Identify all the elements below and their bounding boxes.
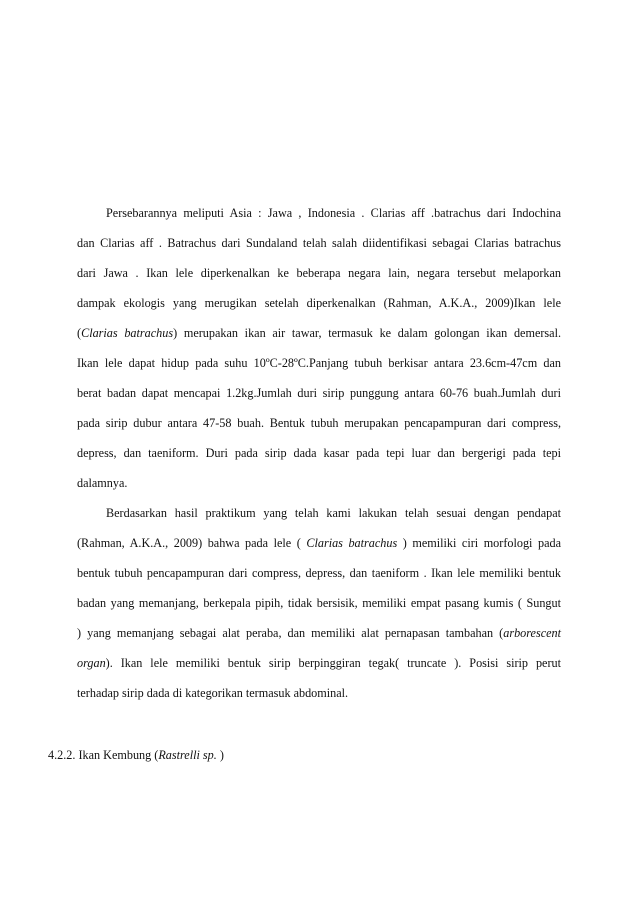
paragraph1-line3: dari Jawa . Ikan lele diperkenalkan ke beberapa negara lain, negara tersebut melaporkan <box>77 266 561 280</box>
text-run: ). Ikan lele memiliki bentuk sirip berpinggiran tegak( truncate ). Posisi sirip perut <box>105 656 561 670</box>
paragraph2-line1: Berdasarkan hasil praktikum yang telah kami lakukan telah sesuai dengan pendapat <box>106 506 561 520</box>
paragraph1-line10: dalamnya. <box>77 476 128 490</box>
text-run: ) yang memanjang sebagai alat peraba, dan memiliki alat pernapasan tambahan ( <box>77 626 504 640</box>
text-run: ( <box>77 326 82 340</box>
paragraph1-line7: berat badan dapat mencapai 1.2kg.Jumlah duri sirip punggung antara 60-76 buah.Jumlah duri <box>77 386 561 400</box>
text-run: (Rahman, A.K.A., 2009) bahwa pada lele ( <box>77 536 301 550</box>
paragraph2-line7: terhadap sirip dada di kategorikan termasuk abdominal. <box>77 686 349 700</box>
scientific-name: Rastrelli sp. <box>158 748 217 762</box>
text-run: ) merupakan ikan air tawar, termasuk ke dalam golongan ikan demersal. <box>173 326 562 340</box>
paragraph1-line2: dan Clarias aff . Batrachus dari Sundaland telah salah diidentifikasi sebagai Clarias batrachus <box>77 236 561 250</box>
section-heading <box>48 748 224 763</box>
paragraph2-line5 <box>77 626 561 641</box>
paragraph2-line2 <box>77 536 561 551</box>
section-number-title: 4.2.2. Ikan Kembung ( <box>48 748 159 762</box>
italic-term: arborescent <box>503 626 561 640</box>
paragraph1-line6: Ikan lele dapat hidup pada suhu 10ºC-28ºC.Panjang tubuh berkisar antara 23.6cm-47cm dan <box>77 356 561 370</box>
section-close: ) <box>219 748 224 762</box>
paragraph1-line5 <box>77 326 561 341</box>
scientific-name: Clarias batrachus <box>81 326 174 340</box>
paragraph1-line4: dampak ekologis yang merugikan setelah diperkenalkan (Rahman, A.K.A., 2009)Ikan lele <box>77 296 561 310</box>
scientific-name: Clarias batrachus <box>306 536 398 550</box>
paragraph2-line6 <box>77 656 561 671</box>
italic-term: organ <box>77 656 106 670</box>
paragraph1-line9: depress, dan taeniform. Duri pada sirip dada kasar pada tepi luar dan bergerigi pada tepi <box>77 446 561 460</box>
paragraph2-line3: bentuk tubuh pencapampuran dari compress, depress, dan taeniform . Ikan lele memiliki bentuk <box>77 566 561 580</box>
paragraph1-line8: pada sirip dubur antara 47-58 buah. Bentuk tubuh merupakan pencapampuran dari compress, <box>77 416 561 430</box>
paragraph2-line4: badan yang memanjang, berkepala pipih, tidak bersisik, memiliki empat pasang kumis ( Sungut <box>77 596 561 610</box>
text-run: ) memiliki ciri morfologi pada <box>402 536 561 550</box>
paragraph1-line1: Persebarannya meliputi Asia : Jawa , Indonesia . Clarias aff .batrachus dari Indochina <box>106 206 561 220</box>
